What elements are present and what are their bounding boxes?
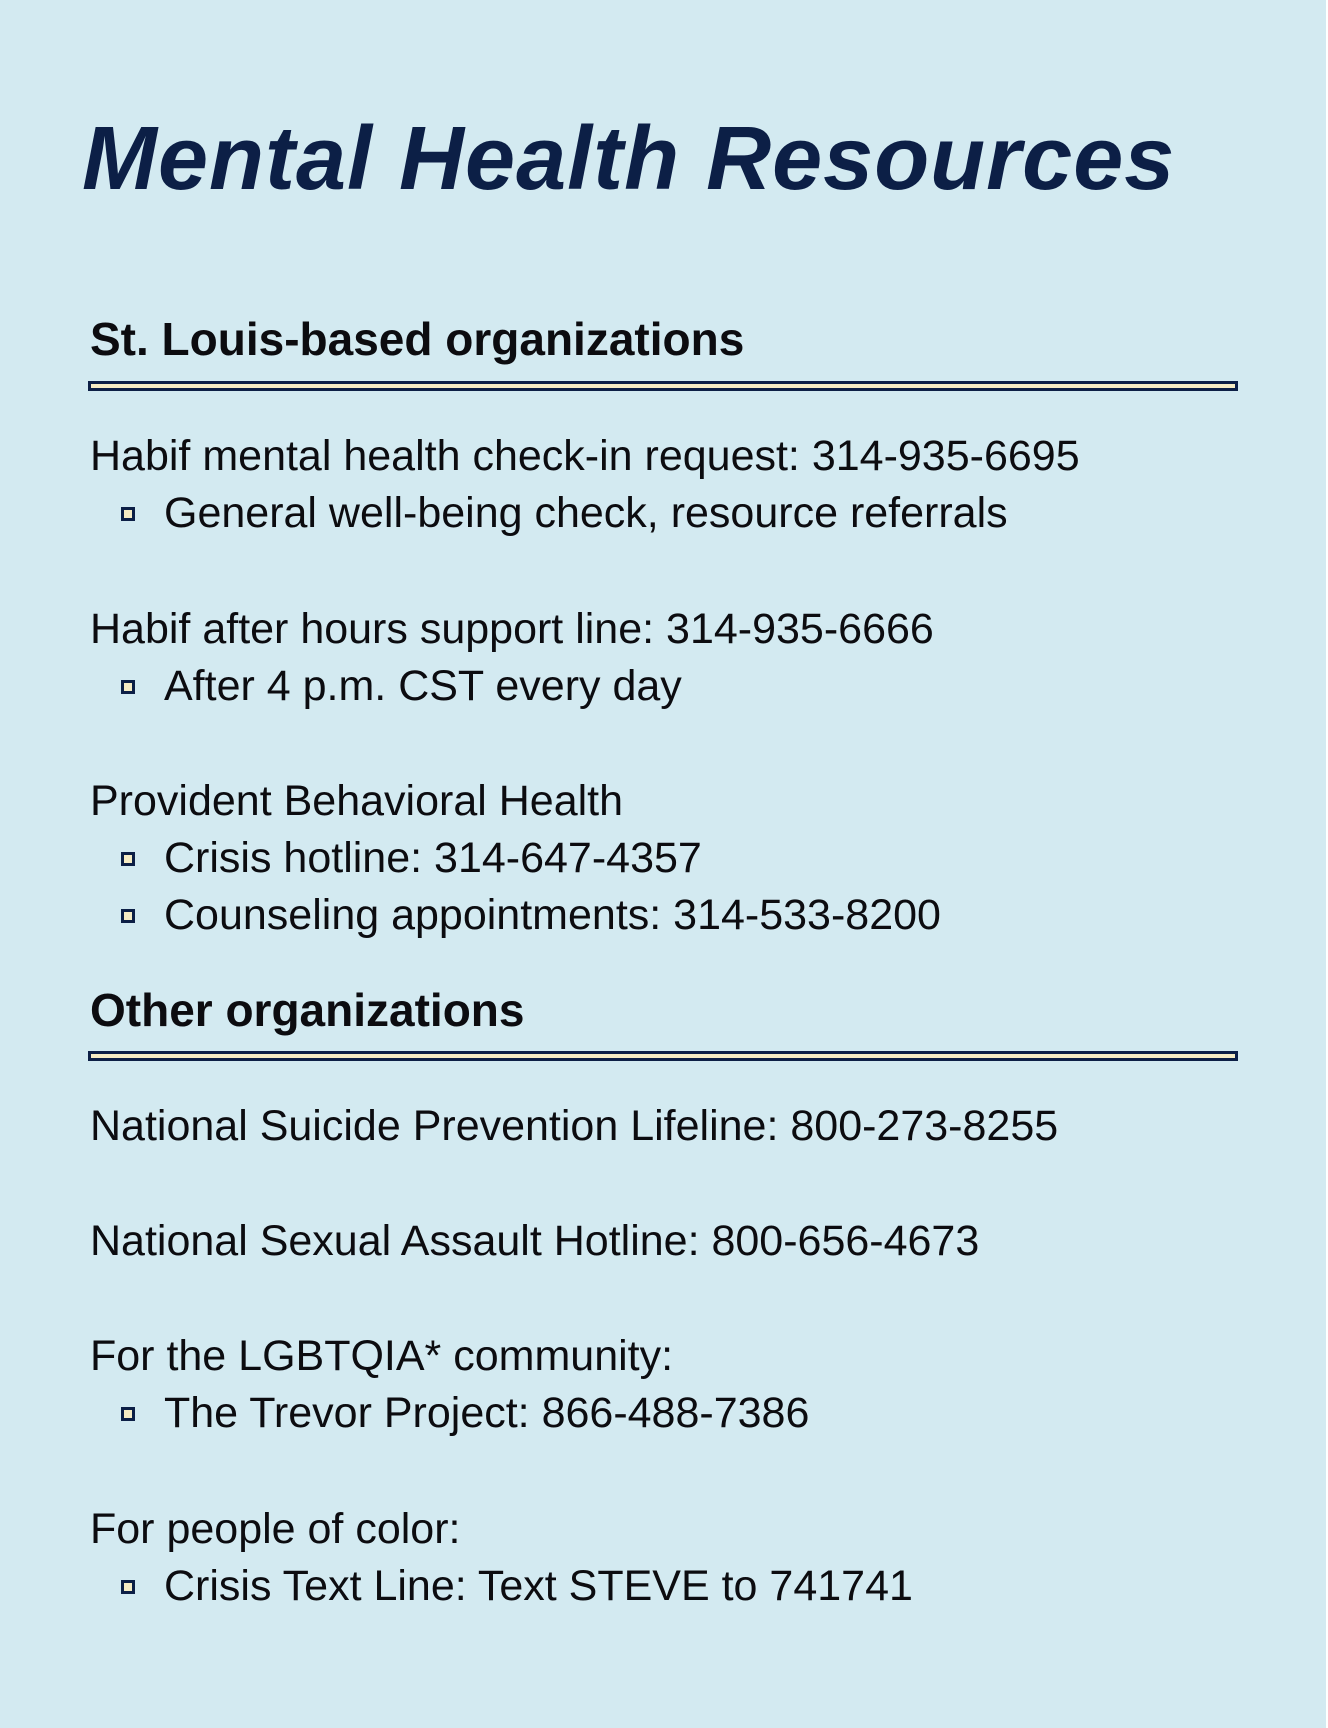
resource-entry-sexual-assault-hotline bbox=[90, 1213, 1270, 1270]
detail-text: General well-being check, resource referrals bbox=[164, 489, 1008, 537]
square-bullet-icon bbox=[121, 680, 135, 694]
section-heading-st-louis: St. Louis-based organizations bbox=[90, 313, 745, 365]
resource-detail bbox=[90, 887, 1270, 944]
resource-title: National Suicide Prevention Lifeline: 800-273-8255 bbox=[90, 1102, 1059, 1150]
section-heading-other: Other organizations bbox=[90, 984, 525, 1036]
resource-entry-people-of-color bbox=[90, 1501, 1270, 1615]
detail-text: Crisis Text Line: Text STEVE to 741741 bbox=[164, 1562, 913, 1610]
page-title: Mental Health Resources bbox=[82, 109, 1176, 209]
square-bullet-icon bbox=[121, 507, 135, 521]
resource-title: Habif mental health check-in request: 314-935-6695 bbox=[90, 432, 1080, 480]
resource-details bbox=[90, 1385, 1270, 1442]
resource-detail bbox=[90, 830, 1270, 887]
square-bullet-icon bbox=[121, 1407, 135, 1421]
resource-entry-habif-check-in bbox=[90, 428, 1270, 542]
resource-details bbox=[90, 1558, 1270, 1615]
resource-detail bbox=[90, 1385, 1270, 1442]
resource-detail bbox=[90, 1558, 1270, 1615]
resource-details bbox=[90, 485, 1270, 542]
detail-text: After 4 p.m. CST every day bbox=[164, 662, 682, 710]
detail-text: Counseling appointments: 314-533-8200 bbox=[164, 891, 941, 939]
resource-detail bbox=[90, 658, 1270, 715]
resource-detail bbox=[90, 485, 1270, 542]
detail-text: Crisis hotline: 314-647-4357 bbox=[164, 834, 702, 882]
resource-title: For people of color: bbox=[90, 1505, 461, 1553]
section-divider bbox=[88, 1051, 1238, 1061]
square-bullet-icon bbox=[121, 1580, 135, 1594]
resource-title: For the LGBTQIA* community: bbox=[90, 1332, 674, 1380]
section-divider bbox=[88, 381, 1238, 391]
resource-title: National Sexual Assault Hotline: 800-656-4673 bbox=[90, 1217, 980, 1265]
resource-entry-provident bbox=[90, 773, 1270, 944]
resource-entry-lgbtqia bbox=[90, 1328, 1270, 1442]
resource-details bbox=[90, 830, 1270, 944]
resource-entry-habif-after-hours bbox=[90, 601, 1270, 715]
resource-entry-suicide-lifeline bbox=[90, 1098, 1270, 1155]
resource-title: Habif after hours support line: 314-935-6666 bbox=[90, 605, 934, 653]
resource-details bbox=[90, 658, 1270, 715]
square-bullet-icon bbox=[121, 909, 135, 923]
resource-title: Provident Behavioral Health bbox=[90, 777, 624, 825]
detail-text: The Trevor Project: 866-488-7386 bbox=[164, 1389, 810, 1437]
square-bullet-icon bbox=[121, 852, 135, 866]
